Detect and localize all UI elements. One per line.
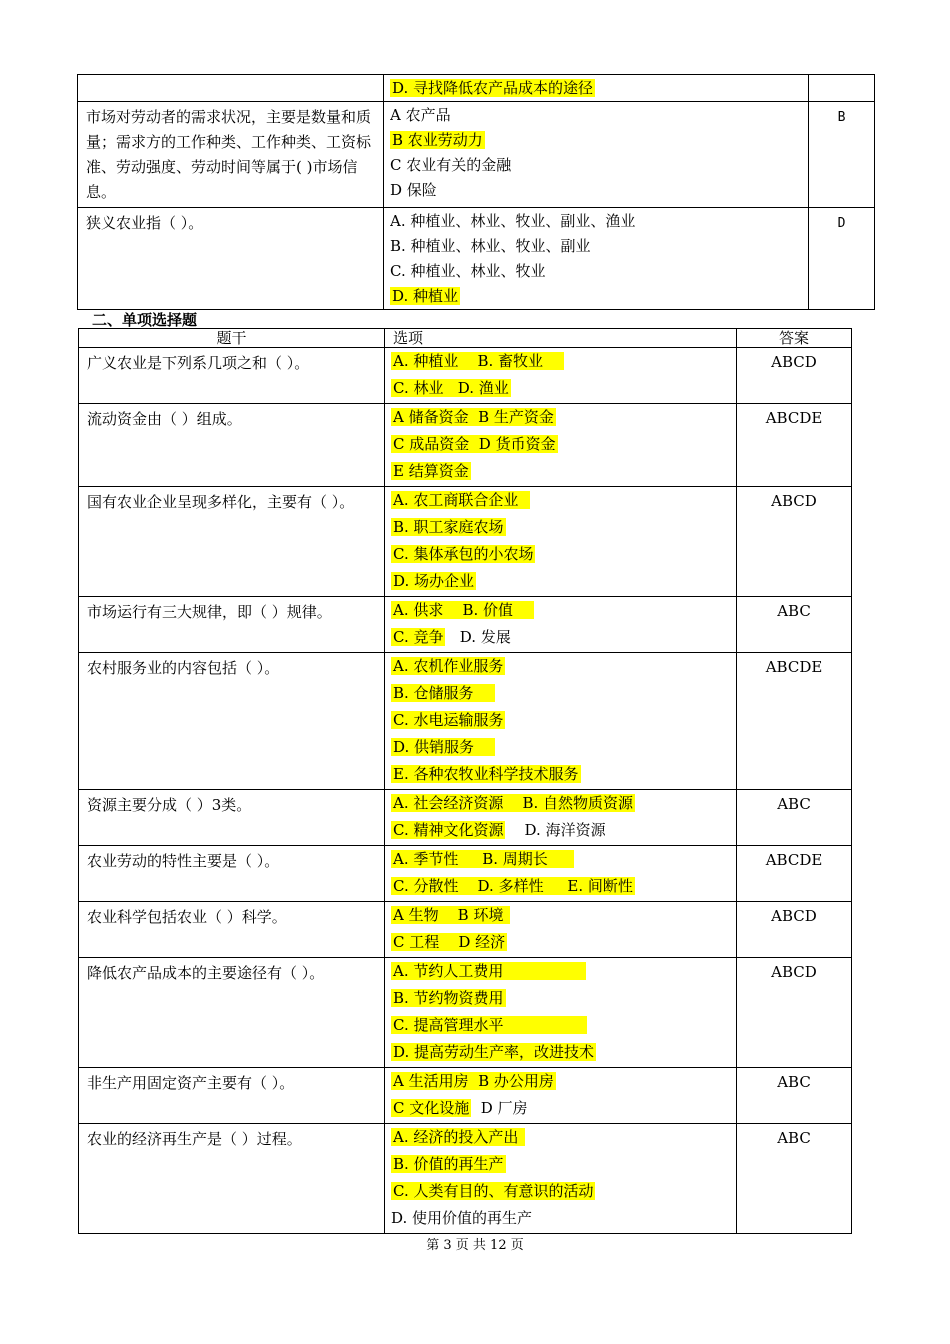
answer-cell: ABCD <box>737 487 852 597</box>
option-text: D. 场办企业 <box>393 572 475 590</box>
option-line <box>391 681 732 708</box>
answer-cell: ABCDE <box>737 404 852 487</box>
option-text: A 生物 B 环境 <box>393 906 509 924</box>
question-cell: 农业的经济再生产是（ ）过程。 <box>79 1124 385 1234</box>
answer-cell: ABC <box>737 790 852 846</box>
option-line <box>391 515 732 542</box>
question-cell: 国有农业企业呈现多样化，主要有（ ）。 <box>79 487 385 597</box>
option-text: D 保险 <box>390 181 437 199</box>
option-line <box>390 284 804 309</box>
option-line <box>391 459 732 486</box>
option-text: A. 社会经济资源 B. 自然物质资源 <box>393 794 634 812</box>
answer-cell: ABCDE <box>737 653 852 790</box>
option-line <box>391 1125 732 1152</box>
option-text: D. 使用价值的再生产 <box>391 1209 533 1227</box>
option-line <box>391 1179 732 1206</box>
table-row <box>79 902 852 958</box>
section-title: 二、单项选择题 <box>92 311 198 329</box>
option-text: C 成品资金 D 货币资金 <box>393 435 556 453</box>
option-text: B. 职工家庭农场 <box>393 518 504 536</box>
option-text: A. 种植业、林业、牧业、副业、渔业 <box>390 212 636 230</box>
options-cell <box>384 75 809 102</box>
question-cell: 资源主要分成（ ）3类。 <box>79 790 385 846</box>
option-line <box>390 259 804 284</box>
option-text: A. 农工商联合企业 <box>393 491 528 509</box>
option-line <box>391 1040 732 1067</box>
option-text: E. 各种农牧业科学技术服务 <box>393 765 579 783</box>
option-text: C 文化设施 <box>393 1099 470 1117</box>
option-line <box>391 569 732 596</box>
question-cell: 农业劳动的特性主要是（ ）。 <box>79 846 385 902</box>
options-cell <box>384 208 809 310</box>
option-text: C. 分散性 D. 多样性 E. 间断性 <box>393 877 633 895</box>
option-line <box>391 432 732 459</box>
option-line <box>391 376 732 403</box>
question-cell <box>78 75 384 102</box>
option-line <box>391 654 732 681</box>
option-text: A. 经济的投入产出 <box>393 1128 524 1146</box>
option-line <box>390 103 804 128</box>
option-text: C. 竞争 <box>393 628 444 646</box>
question-cell: 市场运行有三大规律，即（ ）规律。 <box>79 597 385 653</box>
answer-cell: ABCD <box>737 348 852 404</box>
option-line <box>390 178 804 203</box>
option-text: E 结算资金 <box>393 462 469 480</box>
option-line <box>391 542 732 569</box>
options-cell <box>385 1124 737 1234</box>
option-line <box>390 209 804 234</box>
answer-cell: ABC <box>737 1068 852 1124</box>
question-cell: 市场对劳动者的需求状况，主要是数量和质量；需求方的工作种类、工作种类、工资标准、劳动强度、劳动时间等属于( )市场信息。 <box>78 102 384 208</box>
option-line <box>391 488 732 515</box>
top-table <box>77 74 875 310</box>
option-text: C. 集体承包的小农场 <box>393 545 534 563</box>
option-text: D. 供销服务 <box>393 738 494 756</box>
answer-cell: B <box>809 102 875 208</box>
options-cell <box>385 348 737 404</box>
option-text: D. 提高劳动生产率，改进技术 <box>393 1043 595 1061</box>
option-line <box>390 234 804 259</box>
option-text: C. 提高管理水平 <box>393 1016 585 1034</box>
table-row <box>78 208 875 310</box>
option-text: C. 种植业、林业、牧业 <box>390 262 546 280</box>
option-text: D 厂房 <box>471 1099 528 1117</box>
option-line <box>391 349 732 376</box>
options-cell <box>385 487 737 597</box>
option-line <box>391 818 732 845</box>
options-cell <box>385 1068 737 1124</box>
option-text: B. 仓储服务 <box>393 684 493 702</box>
table-row <box>79 790 852 846</box>
option-line <box>391 1206 732 1233</box>
answer-cell: ABCD <box>737 958 852 1068</box>
question-cell: 农村服务业的内容包括（ ）。 <box>79 653 385 790</box>
option-text: A. 种植业 B. 畜牧业 <box>393 352 563 370</box>
answer-cell: D <box>809 208 875 310</box>
option-line <box>391 1013 732 1040</box>
options-cell <box>385 790 737 846</box>
answer-cell: ABCD <box>737 902 852 958</box>
option-text: A 生活用房 B 办公用房 <box>393 1072 554 1090</box>
option-line <box>390 76 804 101</box>
option-line <box>391 903 732 930</box>
answer-cell: ABC <box>737 597 852 653</box>
options-cell <box>384 102 809 208</box>
option-text: C. 精神文化资源 <box>393 821 504 839</box>
option-text: D. 海洋资源 <box>505 821 606 839</box>
table-row <box>79 487 852 597</box>
option-line <box>391 735 732 762</box>
option-text: C. 水电运输服务 <box>393 711 504 729</box>
table-row <box>79 846 852 902</box>
option-line <box>391 847 732 874</box>
option-text: A. 季节性 B. 周期长 <box>393 850 572 868</box>
options-cell <box>385 846 737 902</box>
table-row <box>79 1124 852 1234</box>
table-row <box>79 348 852 404</box>
option-line <box>391 986 732 1013</box>
single-choice-table <box>78 328 852 1234</box>
option-text: A 储备资金 B 生产资金 <box>393 408 554 426</box>
question-cell: 非生产用固定资产主要有（ ）。 <box>79 1068 385 1124</box>
table-row <box>79 404 852 487</box>
page-footer: 第 3 页 共 12 页 <box>426 1238 524 1253</box>
option-text: A 农产品 <box>390 106 451 124</box>
option-text: C 农业有关的金融 <box>390 156 512 174</box>
answer-cell: ABC <box>737 1124 852 1234</box>
header-options: 选项 <box>385 329 737 348</box>
answer-cell: ABCDE <box>737 846 852 902</box>
option-line <box>390 128 804 153</box>
option-line <box>391 791 732 818</box>
option-line <box>391 1152 732 1179</box>
table-row <box>79 597 852 653</box>
option-text: B. 价值的再生产 <box>393 1155 504 1173</box>
question-cell: 广义农业是下列系几项之和（ ）。 <box>79 348 385 404</box>
table-row <box>78 102 875 208</box>
options-cell <box>385 653 737 790</box>
option-text: B. 种植业、林业、牧业、副业 <box>390 237 591 255</box>
table-row <box>79 1068 852 1124</box>
option-text: C. 林业 D. 渔业 <box>393 379 509 397</box>
option-text: B 农业劳动力 <box>392 131 483 149</box>
option-line <box>391 708 732 735</box>
option-line <box>391 405 732 432</box>
header-answer: 答案 <box>737 329 852 348</box>
option-text: D. 寻找降低农产品成本的途径 <box>392 79 594 97</box>
question-cell: 流动资金由（ ）组成。 <box>79 404 385 487</box>
option-text: A. 供求 B. 价值 <box>393 601 533 619</box>
option-text: A. 农机作业服务 <box>393 657 504 675</box>
answer-cell <box>809 75 875 102</box>
option-line <box>391 959 732 986</box>
option-line <box>391 598 732 625</box>
options-cell <box>385 597 737 653</box>
option-text: D. 种植业 <box>392 287 459 305</box>
question-cell: 狭义农业指（ ）。 <box>78 208 384 310</box>
option-line <box>390 153 804 178</box>
option-text: D. 发展 <box>445 628 511 646</box>
question-cell: 农业科学包括农业（ ）科学。 <box>79 902 385 958</box>
option-text: C. 人类有目的、有意识的活动 <box>393 1182 594 1200</box>
option-line <box>391 762 732 789</box>
options-cell <box>385 404 737 487</box>
option-line <box>391 1069 732 1096</box>
option-text: B. 节约物资费用 <box>393 989 504 1007</box>
options-cell <box>385 958 737 1068</box>
option-text: C 工程 D 经济 <box>393 933 506 951</box>
header-row <box>79 329 852 348</box>
option-line <box>391 930 732 957</box>
option-line <box>391 1096 732 1123</box>
options-cell <box>385 902 737 958</box>
table-row <box>78 75 875 102</box>
header-question: 题干 <box>79 329 385 348</box>
table-row <box>79 653 852 790</box>
option-text: A. 节约人工费用 <box>393 962 585 980</box>
question-cell: 降低农产品成本的主要途径有（ ）。 <box>79 958 385 1068</box>
table-row <box>79 958 852 1068</box>
option-line <box>391 625 732 652</box>
option-line <box>391 874 732 901</box>
